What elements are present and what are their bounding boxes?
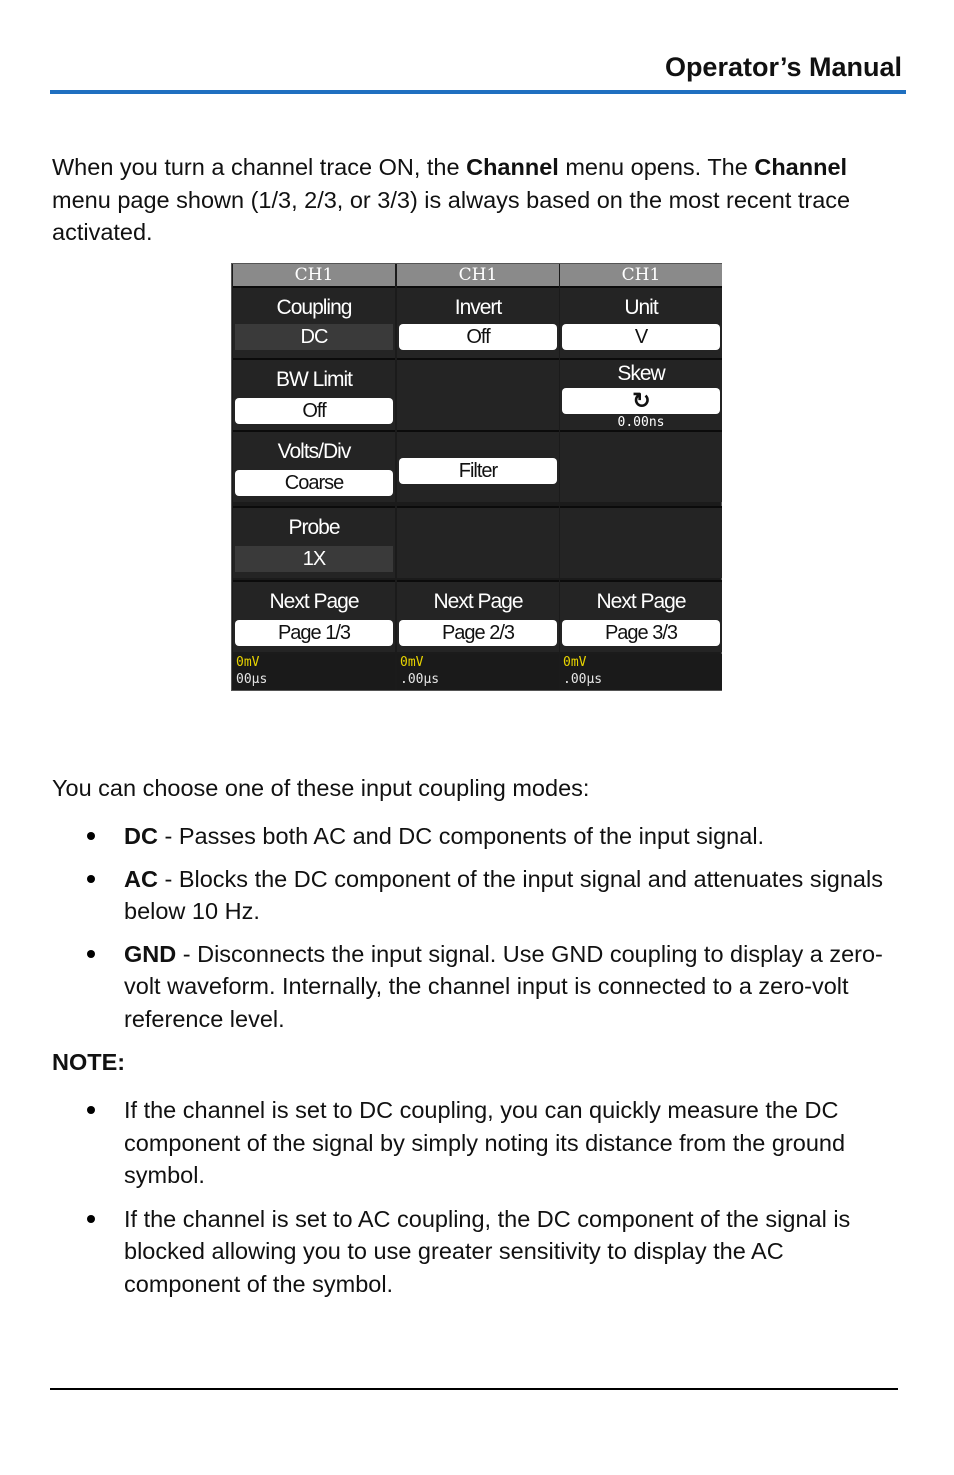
slot-value: Page 1/3: [235, 620, 393, 646]
channel-menu-figure: [231, 263, 722, 691]
slot-value: Coarse: [235, 470, 393, 496]
slot-value: 1X: [235, 546, 393, 572]
slot-label: Unit: [624, 296, 658, 319]
menu-slot-next-page[interactable]: [560, 580, 722, 652]
mode-desc: - Disconnects the input signal. Use GND coupling to display a zero-volt waveform. Internally, the channel input is connected to a zero-volt reference level.: [124, 940, 883, 1032]
menu-slot-filter[interactable]: [397, 430, 559, 502]
status-readout: [233, 654, 395, 690]
slot-value: Off: [235, 398, 393, 424]
note-list: [52, 1094, 902, 1300]
column-header: CH1: [397, 264, 559, 286]
status-line-2: .00μs: [563, 672, 603, 687]
column-header: CH1: [560, 264, 722, 286]
slot-label: Coupling: [276, 296, 352, 319]
intro-paragraph: [52, 151, 902, 249]
mode-term: GND: [124, 940, 177, 967]
intro-text-3: menu page shown (1/3, 2/3, or 3/3) is always based on the most recent trace activated.: [52, 186, 851, 245]
mode-desc: - Blocks the DC component of the input signal and attenuates signals below 10 Hz.: [124, 865, 883, 924]
menu-slot-invert[interactable]: [397, 286, 559, 358]
menu-slot-empty: [560, 430, 722, 502]
menu-column-page-1: [233, 264, 395, 690]
column-header: CH1: [233, 264, 395, 286]
skew-value: 0.00ns: [617, 415, 665, 430]
slot-label: BW Limit: [276, 368, 352, 391]
menu-slot-empty: [560, 506, 722, 578]
status-readout: [397, 654, 559, 690]
header-rule: [50, 90, 906, 94]
slot-label: Skew: [617, 362, 665, 385]
menu-slot-next-page[interactable]: [233, 580, 395, 652]
status-line-1: 0mV: [236, 655, 260, 670]
footer-rule: [50, 1388, 898, 1390]
menu-slot-next-page[interactable]: [397, 580, 559, 652]
slot-label: Volts/Div: [277, 440, 351, 463]
skew-knob: [562, 388, 720, 414]
menu-slot-volts-div[interactable]: [233, 430, 395, 502]
list-item: [52, 820, 902, 853]
menu-slot-empty: [397, 506, 559, 578]
list-item: If the channel is set to DC coupling, you can quickly measure the DC component of the signal by simply noting its distance from the ground symbol.: [52, 1094, 902, 1192]
menu-slot-skew[interactable]: [560, 358, 722, 430]
status-readout: [560, 654, 722, 690]
intro-text-2: menu opens. The: [558, 154, 755, 180]
menu-column-page-3: [560, 264, 722, 690]
coupling-intro: You can choose one of these input coupling modes:: [52, 775, 590, 801]
slot-label: Invert: [454, 296, 502, 319]
list-item: If the channel is set to AC coupling, the DC component of the signal is blocked allowing you to use greater sensitivity to display the AC component of the symbol.: [52, 1203, 902, 1301]
menu-slot-empty: [397, 358, 559, 430]
slot-value: DC: [235, 324, 393, 350]
menu-slot-bw-limit[interactable]: [233, 358, 395, 430]
status-line-2: .00μs: [400, 672, 440, 687]
slot-value: Page 2/3: [399, 620, 557, 646]
intro-bold-1: Channel: [466, 154, 559, 180]
slot-value: V: [562, 324, 720, 350]
slot-label: Next Page: [269, 590, 359, 613]
menu-column-page-2: [397, 264, 559, 690]
slot-value: Filter: [399, 458, 557, 484]
menu-slot-coupling[interactable]: [233, 286, 395, 358]
slot-value: Off: [399, 324, 557, 350]
note-label: NOTE:: [52, 1049, 126, 1075]
status-line-1: 0mV: [563, 655, 587, 670]
mode-desc: - Passes both AC and DC components of the input signal.: [157, 823, 765, 849]
mode-term: AC: [124, 865, 158, 892]
intro-bold-2: Channel: [754, 154, 848, 180]
menu-slot-probe[interactable]: [233, 506, 395, 578]
slot-label: Next Page: [596, 590, 686, 613]
status-line-1: 0mV: [400, 655, 424, 670]
list-item: [52, 938, 902, 1036]
slot-value: Page 3/3: [562, 620, 720, 646]
status-line-2: 00μs: [236, 672, 268, 687]
rotate-knob-icon: ↻: [632, 388, 650, 413]
page-header-title: Operator’s Manual: [664, 52, 902, 82]
slot-label: Next Page: [433, 590, 523, 613]
slot-label: Probe: [288, 516, 340, 539]
coupling-mode-list: [52, 820, 902, 1035]
list-item: [52, 863, 902, 928]
mode-term: DC: [124, 823, 158, 849]
menu-slot-unit[interactable]: [560, 286, 722, 358]
intro-text-1: When you turn a channel trace ON, the: [52, 154, 467, 180]
